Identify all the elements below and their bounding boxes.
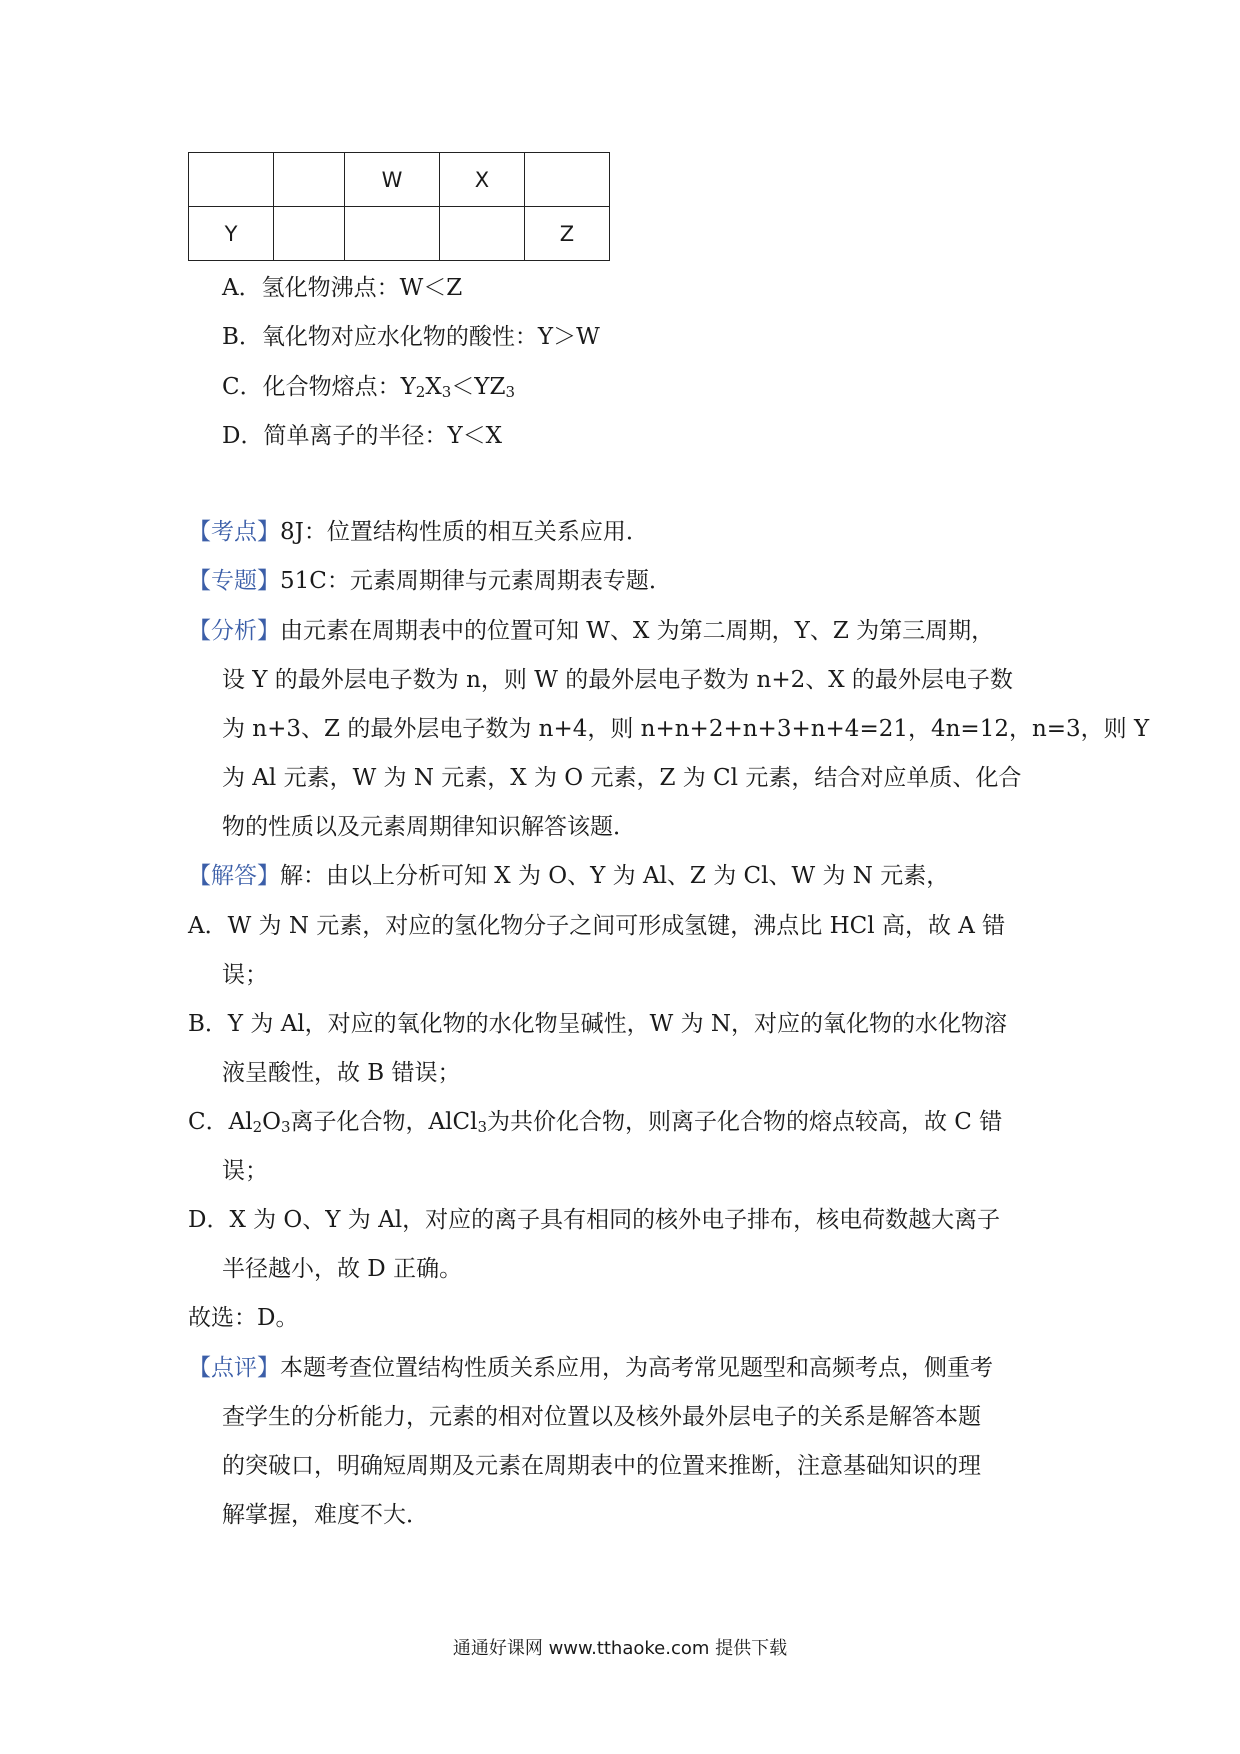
- option-a: [222, 273, 462, 303]
- fenxi-text: 为 Al 元素，W 为 N 元素，X 为 O 元素，Z 为 Cl 元素，结合对应单质、化合: [222, 765, 1022, 791]
- fenxi-text: 由元素在周期表中的位置可知 W、X 为第二周期，Y、Z 为第三周期，: [280, 618, 995, 644]
- fenxi-text: 设 Y 的最外层电子数为 n，则 W 的最外层电子数为 n+2、X 的最外层电子数: [222, 667, 1013, 693]
- subscript: 3: [505, 383, 515, 401]
- option-d: [222, 421, 502, 451]
- jieda-c-cont: 误；: [222, 1158, 268, 1184]
- answer-line: 故选：D。: [188, 1305, 299, 1331]
- table-cell: [189, 153, 274, 207]
- option-c: [222, 372, 515, 402]
- kaodian-line: [188, 517, 649, 547]
- dianping-text: 解掌握，难度不大．: [222, 1502, 429, 1528]
- fenxi-line: [188, 616, 994, 646]
- subscript: 2: [415, 383, 426, 401]
- subscript: 3: [477, 1118, 487, 1136]
- text-part: 为共价化合物，则离子化合物的熔点较高，故 C 错: [487, 1109, 1003, 1135]
- table-cell: Z: [525, 207, 610, 261]
- formula-part: X: [425, 374, 442, 400]
- dianping-text: 查学生的分析能力，元素的相对位置以及核外最外层电子的关系是解答本题: [222, 1404, 981, 1430]
- table-cell: [345, 207, 440, 261]
- subscript: 2: [252, 1118, 263, 1136]
- option-a-prefix: A．氢化物沸点：: [222, 275, 400, 301]
- table-row: [189, 207, 610, 261]
- jieda-d: D．X 为 O、Y 为 Al，对应的离子具有相同的核外电子排布，核电荷数越大离子: [188, 1207, 1001, 1233]
- option-b-formula: Y＞W: [537, 324, 600, 350]
- option-c-prefix: C．化合物熔点：: [222, 374, 401, 400]
- dianping-text: 的突破口，明确短周期及元素在周期表中的位置来推断，注意基础知识的理: [222, 1453, 981, 1479]
- table-cell: X: [440, 153, 525, 207]
- kaodian-text: 8J：位置结构性质的相互关系应用．: [280, 519, 649, 545]
- jieda-tag: 【解答】: [188, 863, 280, 889]
- jieda-a: A．W 为 N 元素，对应的氢化物分子之间可形成氢键，沸点比 HCl 高，故 A 错: [188, 913, 1006, 939]
- fenxi-tag: 【分析】: [188, 618, 280, 644]
- text-part: 离子化合物，AlCl: [290, 1109, 478, 1135]
- kaodian-tag: 【考点】: [188, 519, 280, 545]
- option-d-prefix: D．简单离子的半径：: [222, 423, 448, 449]
- table-cell: [525, 153, 610, 207]
- jieda-d-cont: 半径越小，故 D 正确。: [222, 1256, 463, 1282]
- jieda-c: [188, 1107, 1002, 1137]
- formula-part: YZ: [474, 374, 506, 400]
- formula-part: Al: [228, 1109, 253, 1135]
- option-b-prefix: B．氧化物对应水化物的酸性：: [222, 324, 538, 350]
- jieda-b-cont: 液呈酸性，故 B 错误；: [222, 1060, 461, 1086]
- table-cell: [440, 207, 525, 261]
- dianping-line: [188, 1353, 993, 1383]
- dianping-tag: 【点评】: [188, 1355, 280, 1381]
- periodic-position-table: [188, 152, 610, 261]
- formula-part: ＜: [451, 374, 475, 400]
- option-b: [222, 322, 600, 352]
- table-cell: Y: [189, 207, 274, 261]
- jieda-line: [188, 861, 949, 891]
- option-a-formula: W＜Z: [399, 275, 463, 301]
- subscript: 3: [441, 383, 452, 401]
- jieda-a-cont: 误；: [222, 962, 268, 988]
- table-cell: [274, 207, 345, 261]
- zhuanti-tag: 【专题】: [188, 568, 280, 594]
- formula-part: O: [262, 1109, 281, 1135]
- table-cell: [274, 153, 345, 207]
- zhuanti-line: [188, 566, 672, 596]
- table-row: [189, 153, 610, 207]
- dianping-text: 本题考查位置结构性质关系应用，为高考常见题型和高频考点，侧重考: [280, 1355, 993, 1381]
- zhuanti-text: 51C：元素周期律与元素周期表专题．: [280, 568, 672, 594]
- fenxi-text: 为 n+3、Z 的最外层电子数为 n+4，则 n+n+2+n+3+n+4=21，4n=12，n=3，则 Y: [222, 716, 1150, 742]
- option-d-formula: Y＜X: [447, 423, 503, 449]
- page-footer: 通通好课网 www.tthaoke.com 提供下载: [452, 1638, 788, 1659]
- table-cell: W: [345, 153, 440, 207]
- jieda-text: 解：由以上分析可知 X 为 O、Y 为 Al、Z 为 Cl、W 为 N 元素，: [280, 863, 950, 889]
- subscript: 3: [280, 1118, 291, 1136]
- text-part: C．: [188, 1109, 229, 1135]
- fenxi-text: 物的性质以及元素周期律知识解答该题．: [222, 814, 636, 840]
- formula-part: Y: [400, 374, 416, 400]
- jieda-b: B．Y 为 Al，对应的氧化物的水化物呈碱性，W 为 N，对应的氧化物的水化物溶: [188, 1011, 1008, 1037]
